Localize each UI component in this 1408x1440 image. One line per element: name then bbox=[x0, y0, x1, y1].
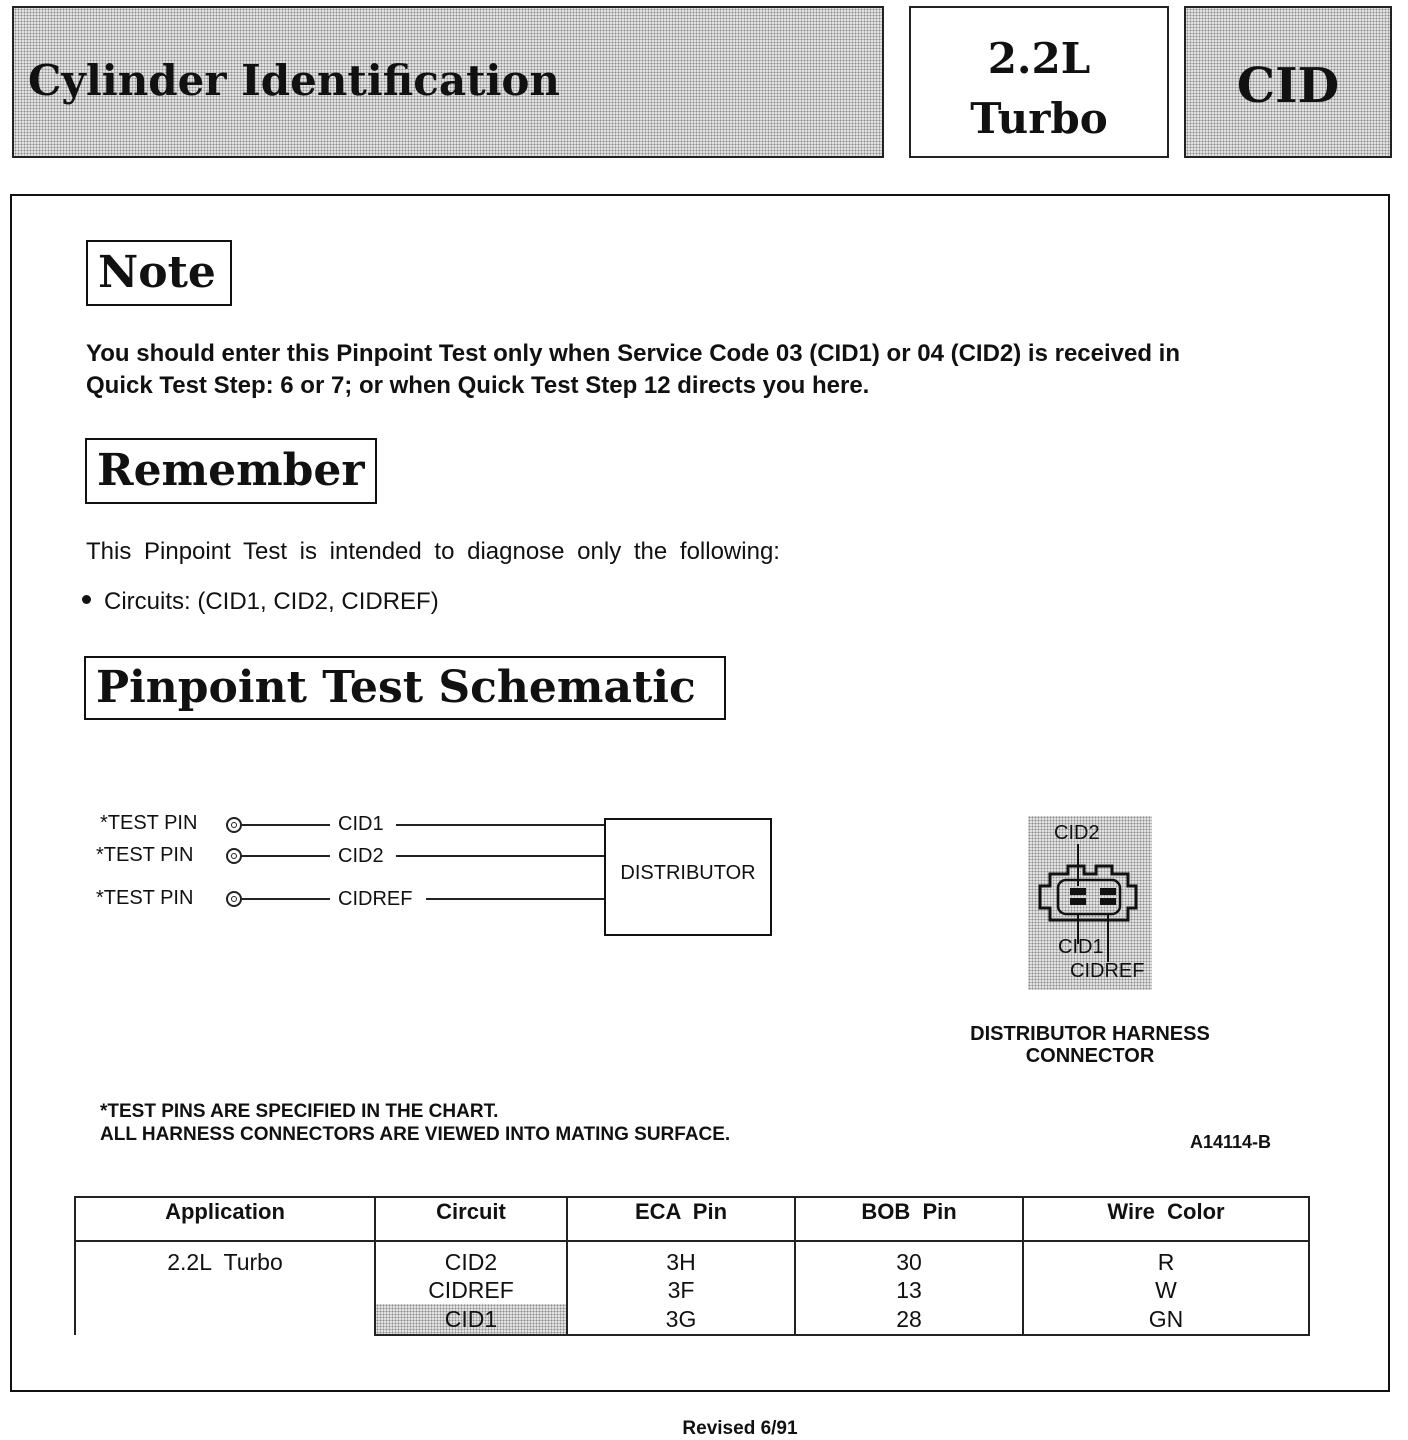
wire-color-value: R bbox=[1157, 1249, 1175, 1275]
title-panel bbox=[12, 6, 884, 158]
test-pin-2-icon bbox=[226, 848, 242, 864]
connector-caption-line1: DISTRIBUTOR HARNESS bbox=[970, 1023, 1210, 1045]
circuit-label-cidref: CIDREF bbox=[338, 888, 413, 910]
table-header-row bbox=[75, 1197, 1309, 1241]
circuit-value: CIDREF bbox=[428, 1277, 514, 1303]
wire-cid1 bbox=[396, 824, 606, 826]
test-pin-label: *TEST PIN bbox=[96, 844, 194, 866]
cell-circuit bbox=[375, 1241, 567, 1304]
connector-pin-label-cid2: CID2 bbox=[1054, 822, 1100, 844]
remember-text: This Pinpoint Test is intended to diagnose only the following: bbox=[86, 538, 780, 565]
wire-color-value: W bbox=[1155, 1277, 1177, 1303]
eca-pin-value: 3H bbox=[666, 1249, 696, 1275]
distributor-label: DISTRIBUTOR bbox=[620, 862, 756, 884]
note-text-line2: Quick Test Step: 6 or 7; or when Quick Test Step 12 directs you here. bbox=[86, 372, 870, 399]
circuit-label-cid2: CID2 bbox=[338, 845, 384, 867]
cell-wire-color bbox=[1023, 1241, 1309, 1304]
bob-pin-value: 28 bbox=[795, 1304, 1023, 1335]
wire-cid2 bbox=[396, 855, 606, 857]
revision-date: Revised 6/91 bbox=[682, 1418, 798, 1439]
test-pin-label: *TEST PIN bbox=[96, 887, 194, 909]
eca-pin-value: 3G bbox=[567, 1304, 795, 1335]
eca-pin-value: 3F bbox=[667, 1277, 695, 1303]
code-panel bbox=[1184, 6, 1392, 158]
pin-chart-table bbox=[74, 1196, 1310, 1336]
circuit-label-cid1: CID1 bbox=[338, 813, 384, 835]
figure-id: A14114-B bbox=[1190, 1132, 1272, 1152]
connector-pin-label-cidref: CIDREF bbox=[1070, 960, 1145, 982]
engine-label-line2: Turbo bbox=[970, 94, 1108, 143]
table-row bbox=[75, 1241, 1309, 1304]
note-text-line1: You should enter this Pinpoint Test only when Service Code 03 (CID1) or 04 (CID2) is received in bbox=[86, 340, 1181, 367]
wire-pin3 bbox=[242, 898, 330, 900]
bob-pin-value: 30 bbox=[896, 1249, 922, 1275]
connector-caption-line2: CONNECTOR bbox=[1025, 1045, 1155, 1067]
engine-panel bbox=[909, 6, 1169, 158]
page-title: Cylinder Identification bbox=[28, 56, 560, 105]
column-header-bob-pin: BOB Pin bbox=[795, 1197, 1023, 1241]
wire-cidref bbox=[426, 898, 606, 900]
wire-color-value: GN bbox=[1023, 1304, 1309, 1335]
wire-pin2 bbox=[242, 855, 330, 857]
connector-diagram bbox=[1028, 816, 1152, 990]
bullet-dot-icon bbox=[82, 595, 91, 604]
schematic-heading: Pinpoint Test Schematic bbox=[84, 656, 726, 720]
circuit-value: CID2 bbox=[444, 1249, 498, 1275]
column-header-wire-color: Wire Color bbox=[1023, 1197, 1309, 1241]
application-value: 2.2L Turbo bbox=[167, 1249, 283, 1275]
code-label: CID bbox=[1236, 58, 1340, 114]
cell-application bbox=[75, 1241, 375, 1335]
cell-eca-pin bbox=[567, 1241, 795, 1304]
column-header-circuit: Circuit bbox=[375, 1197, 567, 1241]
test-pin-3-icon bbox=[226, 891, 242, 907]
engine-label-line1: 2.2L bbox=[987, 34, 1091, 83]
test-pin-label: *TEST PIN bbox=[100, 812, 198, 834]
bob-pin-value: 13 bbox=[896, 1277, 922, 1303]
column-header-eca-pin: ECA Pin bbox=[567, 1197, 795, 1241]
note-heading: Note bbox=[86, 240, 232, 306]
footnote-line1: *TEST PINS ARE SPECIFIED IN THE CHART. bbox=[100, 1101, 499, 1122]
test-pin-1-icon bbox=[226, 817, 242, 833]
column-header-application: Application bbox=[75, 1197, 375, 1241]
circuit-value: CID1 bbox=[375, 1304, 567, 1335]
distributor-box bbox=[604, 818, 772, 936]
cell-bob-pin bbox=[795, 1241, 1023, 1304]
remember-bullet: Circuits: (CID1, CID2, CIDREF) bbox=[104, 588, 439, 615]
connector-pin-label-cid1: CID1 bbox=[1058, 936, 1104, 958]
wire-pin1 bbox=[242, 824, 330, 826]
footnote-line2: ALL HARNESS CONNECTORS ARE VIEWED INTO MATING SURFACE. bbox=[100, 1124, 731, 1145]
remember-heading: Remember bbox=[85, 438, 377, 504]
